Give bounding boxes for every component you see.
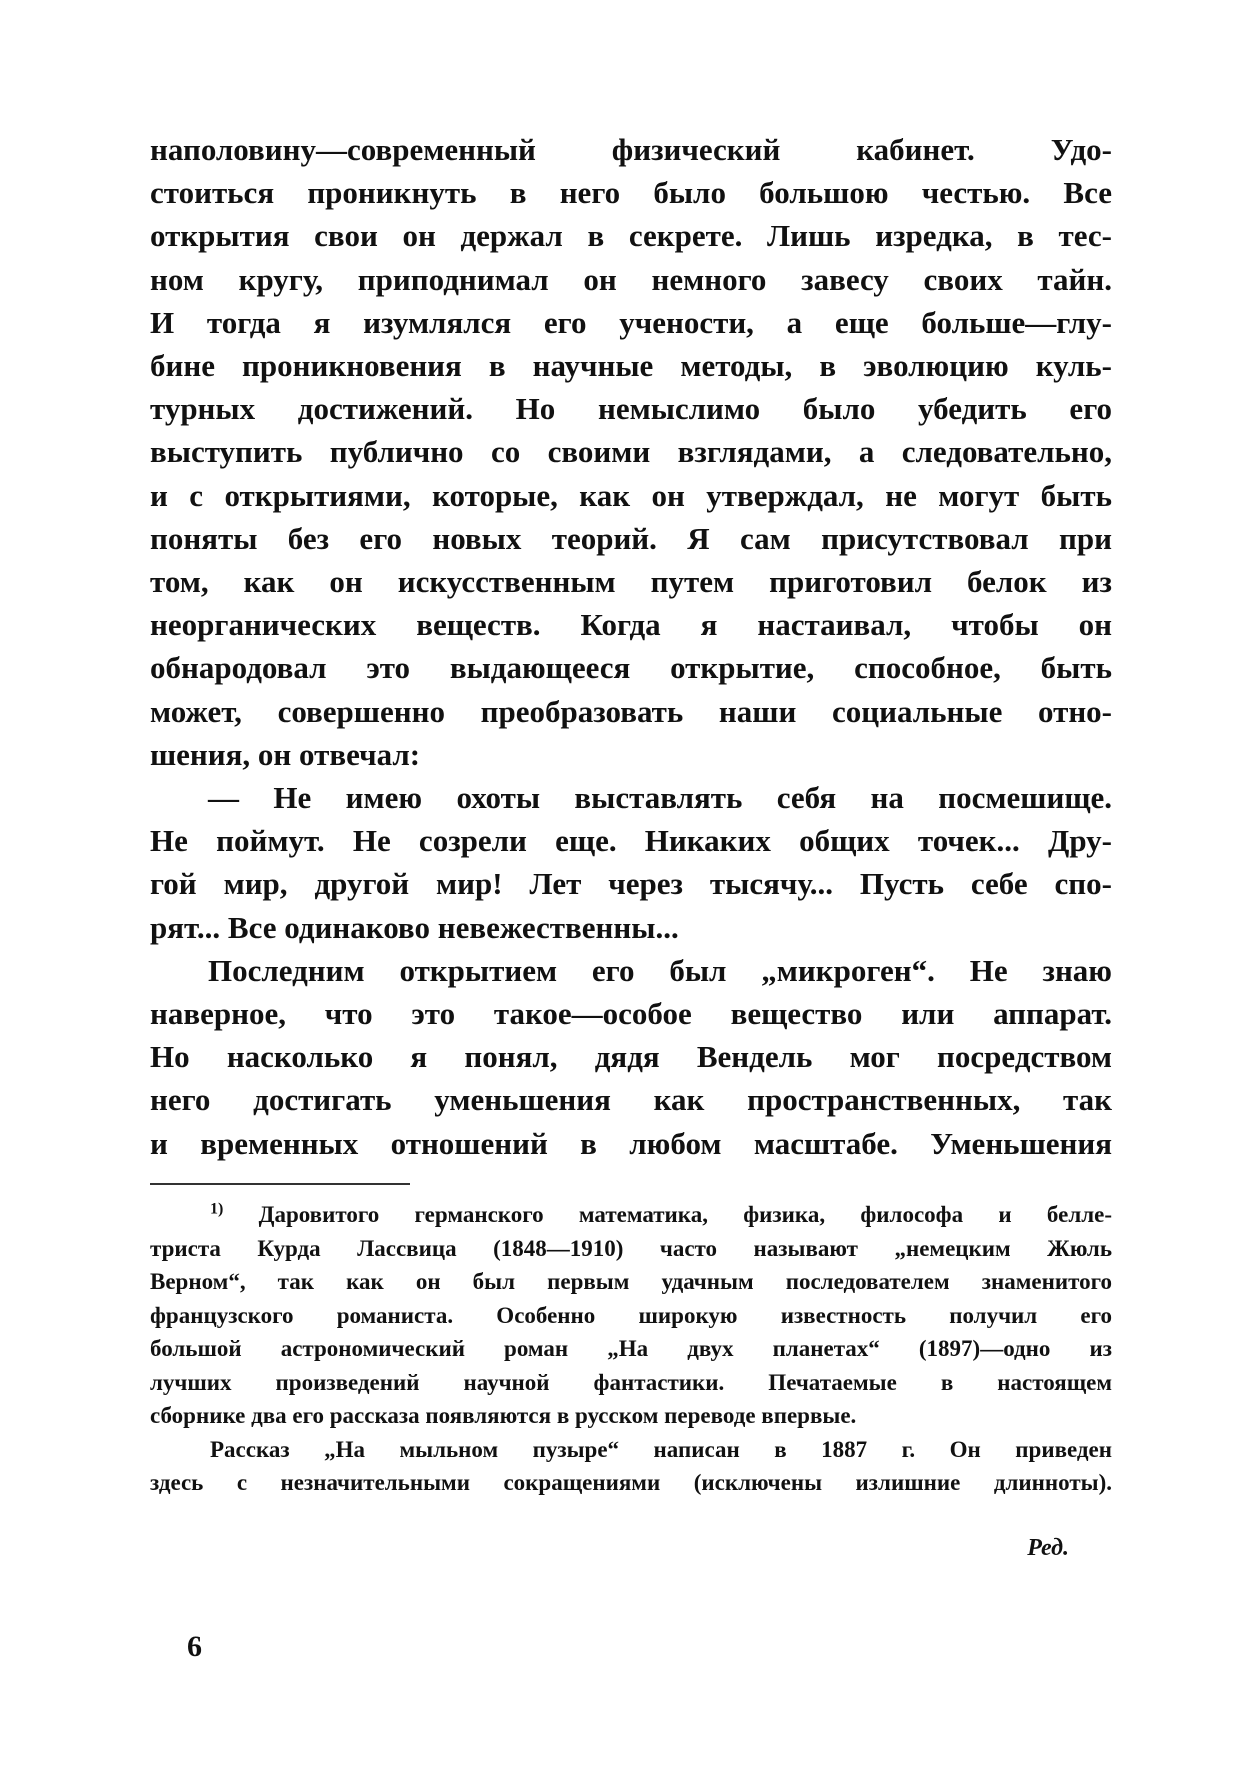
main-text [150, 128, 1112, 1165]
footnote-line: французского романиста. Особенно широкую известность получил его [150, 1302, 1112, 1328]
text-line: выступить публично со своими взглядами, а следовательно, [150, 434, 1112, 470]
text-line: него достигать уменьшения как пространственных, так [150, 1082, 1112, 1118]
editor-signature: Ред. [1027, 1535, 1069, 1561]
footnote-line-text: Даровитого германского математика, физика, философа и белле- [258, 1202, 1113, 1227]
text-line: обнародовал это выдающееся открытие, способное, быть [150, 650, 1112, 686]
footnote-line [150, 1198, 1112, 1232]
text-line: Последним открытием его был „микроген“. Не знаю [208, 952, 1112, 988]
text-line: ном кругу, приподнимал он немного завесу своих тайн. [150, 261, 1112, 297]
text-line: и с открытиями, которые, как он утверждал, не могут быть [150, 477, 1112, 513]
footnote-line: лучших произведений научной фантастики. Печатаемые в настоящем [150, 1369, 1112, 1395]
text-line: гой мир, другой мир! Лет через тысячу... Пусть себе спо- [150, 866, 1112, 902]
footnote-line: Рассказ „На мыльном пузыре“ написан в 1887 г. Он приведен [210, 1436, 1112, 1462]
footnote-line: сборнике два его рассказа появляются в русском переводе впервые. [150, 1403, 857, 1428]
footnote-marker: 1) [210, 1200, 224, 1218]
text-line: стоиться проникнуть в него было большою честью. Все [150, 175, 1112, 211]
text-line: — Не имею охоты выставлять себя на посмешище. [208, 780, 1112, 816]
footnote [150, 1198, 1112, 1500]
text-line: И тогда я изумлялся его учености, а еще больше—глу- [150, 304, 1112, 340]
text-line: шения, он отвечал: [150, 736, 421, 772]
page-number: 6 [187, 1630, 202, 1663]
text-line: турных достижений. Но немыслимо было убедить его [150, 391, 1112, 427]
footnote-line: Верном“, так как он был первым удачным последователем знаменитого [150, 1269, 1112, 1294]
footnote-line: большой астрономический роман „На двух планетах“ (1897)—одно из [150, 1336, 1112, 1361]
text-line: наполовину—современный физический кабинет. Удо- [150, 132, 1112, 167]
text-line: может, совершенно преобразовать наши социальные отно- [150, 693, 1112, 729]
text-line: наверное, что это такое—особое вещество или аппарат. [150, 996, 1112, 1032]
footnote-separator [150, 1183, 410, 1185]
text-line: поняты без его новых теорий. Я сам присутствовал при [150, 520, 1112, 556]
text-line: открытия свои он держал в секрете. Лишь изредка, в тес- [150, 218, 1112, 254]
text-line: рят... Все одинаково невежественны... [150, 909, 679, 945]
footnote-line: здесь с незначительными сокращениями (исключены излишние длинноты). [150, 1470, 1112, 1495]
text-line: неорганических веществ. Когда я настаивал, чтобы он [150, 607, 1112, 643]
text-line: бине проникновения в научные методы, в эволюцию куль- [150, 348, 1112, 384]
text-line: и временных отношений в любом масштабе. Уменьшения [150, 1125, 1112, 1161]
text-line: том, как он искусственным путем приготовил белок из [150, 564, 1112, 600]
footnote-line: триста Курда Лассвица (1848—1910) часто называют „немецким Жюль [150, 1235, 1112, 1261]
text-line: Но насколько я понял, дядя Вендель мог посредством [150, 1039, 1112, 1075]
text-line: Не поймут. Не созрели еще. Никаких общих точек... Дру- [150, 823, 1112, 859]
